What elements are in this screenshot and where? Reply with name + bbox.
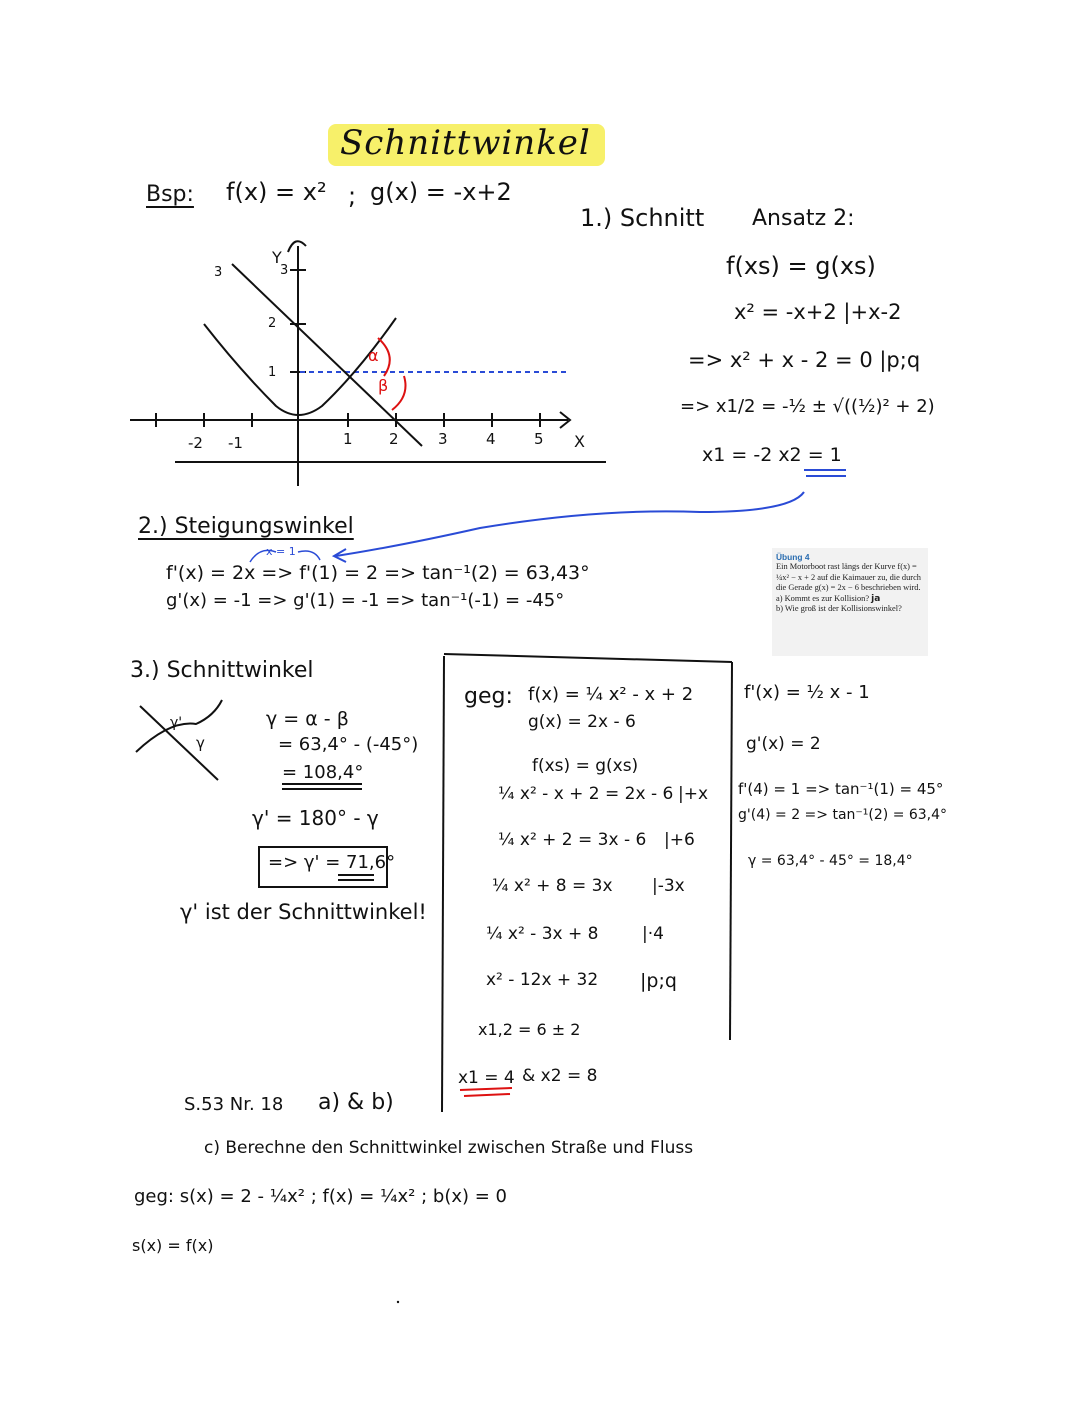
- blue-connector: [336, 492, 804, 556]
- solution-top-rule: [444, 654, 732, 662]
- solution-line-5: ¼ x² - 3x + 8: [486, 924, 599, 944]
- x-tick-2: 2: [389, 430, 399, 448]
- beta-label: β: [378, 376, 389, 395]
- x-tick-3: 3: [438, 430, 448, 448]
- step1-line-1: f(xs) = g(xs): [726, 252, 876, 280]
- step2-line-1: f'(x) = 2x => f'(1) = 2 => tan⁻¹(2) = 63,43°: [166, 562, 590, 584]
- solution-op-2: |+x: [678, 784, 709, 804]
- solution-left-rule: [442, 656, 444, 1112]
- exercise-card: [772, 548, 928, 656]
- exercise-question-a: [776, 594, 926, 604]
- sketch-label-gamma: γ: [196, 734, 205, 752]
- derivative-line-4: g'(4) = 2 => tan⁻¹(2) = 63,4°: [738, 807, 948, 823]
- solution-line-7: x1,2 = 6 ± 2: [478, 1020, 581, 1039]
- step3-conclusion: γ' ist der Schnittwinkel!: [180, 900, 427, 924]
- step1-approach: Ansatz 2:: [752, 206, 855, 231]
- g-definition: g(x) = -x+2: [370, 178, 512, 206]
- solution-result-x1: x1 = 4: [458, 1068, 515, 1088]
- step2-heading: 2.) Steigungswinkel: [138, 514, 354, 539]
- x-tick-1: 1: [343, 430, 353, 448]
- step1-heading: 1.) Schnitt: [580, 204, 705, 232]
- alpha-label: α: [368, 346, 379, 365]
- step1-line-2: x² = -x+2 |+x-2: [734, 300, 902, 324]
- y-tick-1: 1: [268, 365, 277, 380]
- derivative-line-1: f'(x) = ½ x - 1: [744, 682, 870, 703]
- line-label: 3: [214, 265, 223, 280]
- line-g: [232, 264, 422, 446]
- x-tick--1: -1: [228, 434, 243, 452]
- exercise-body: Ein Motorboot rast längs der Kurve f(x) = ¼x² − x + 2 auf die Kaimauer zu, die durch die Gerade g(x) = 2x − 6 beschrieben wird.: [776, 562, 921, 593]
- homework-last: s(x) = f(x): [132, 1236, 214, 1255]
- sketch-label-gamma-prime: γ': [170, 715, 183, 731]
- solution-op-3: |+6: [664, 830, 695, 850]
- exercise-heading: Übung 4: [776, 552, 810, 562]
- exercise-question-b: b) Wie groß ist der Kollisionswinkel?: [776, 604, 902, 614]
- step3-line-2: = 63,4° - (-45°): [278, 734, 419, 755]
- solution-line-2: ¼ x² - x + 2 = 2x - 6: [498, 784, 674, 804]
- step2-line-2: g'(x) = -1 => g'(1) = -1 => tan⁻¹(-1) = -45°: [166, 590, 565, 611]
- y-tick-2: 2: [268, 316, 277, 331]
- definition-separator: ;: [348, 182, 357, 210]
- alpha-arc: [378, 338, 390, 376]
- step1-line-4: => x1/2 = -½ ± √((½)² + 2): [680, 396, 935, 417]
- solution-line-4: ¼ x² + 8 = 3x: [492, 876, 613, 896]
- exercise-answer-a: ja: [871, 593, 881, 604]
- step1-line-5: x1 = -2 x2 = 1: [702, 444, 842, 466]
- solution-op-6: |p;q: [640, 970, 677, 992]
- solution-f: f(x) = ¼ x² - x + 2: [528, 684, 694, 705]
- solution-line-1: f(xs) = g(xs): [532, 756, 639, 776]
- solution-g: g(x) = 2x - 6: [528, 712, 636, 732]
- step3-line-3: = 108,4°: [282, 762, 364, 783]
- derivative-line-3: f'(4) = 1 => tan⁻¹(1) = 45°: [738, 780, 944, 798]
- solution-right-rule: [730, 662, 732, 1040]
- step3-heading: 3.) Schnittwinkel: [130, 658, 314, 683]
- x-tick-5: 5: [534, 430, 544, 448]
- homework-parts: a) & b): [318, 1090, 394, 1115]
- x-tick--2: -2: [188, 434, 203, 452]
- homework-given: geg: s(x) = 2 - ¼x² ; f(x) = ¼x² ; b(x) = 0: [134, 1186, 508, 1207]
- solution-result-rest: & x2 = 8: [522, 1066, 598, 1086]
- x-axis-label: X: [574, 432, 585, 451]
- step2-arrow-note: x = 1: [266, 545, 296, 558]
- solution-op-5: |·4: [642, 924, 664, 944]
- step1-line-3: => x² + x - 2 = 0 |p;q: [688, 348, 921, 372]
- solution-given-label: geg:: [464, 684, 513, 709]
- f-definition: f(x) = x²: [226, 178, 327, 206]
- step3-boxed-result: => γ' = 71,6°: [268, 852, 396, 873]
- y-tick-3: 3: [280, 263, 289, 278]
- example-label: Bsp:: [146, 182, 194, 207]
- solution-line-3: ¼ x² + 2 = 3x - 6: [498, 830, 647, 850]
- page-title: Schnittwinkel: [328, 124, 605, 166]
- solution-line-6: x² - 12x + 32: [486, 970, 599, 990]
- exercise-question-a-text: a) Kommt es zur Kollision?: [776, 593, 870, 603]
- homework-ref: S.53 Nr. 18: [184, 1094, 284, 1115]
- derivative-line-2: g'(x) = 2: [746, 734, 821, 754]
- step3-line-1: γ = α - β: [266, 708, 349, 730]
- homework-task-c: c) Berechne den Schnittwinkel zwischen Straße und Fluss: [204, 1138, 694, 1158]
- x-tick-4: 4: [486, 430, 496, 448]
- y-axis-label: Y: [272, 248, 282, 267]
- step3-line-4: γ' = 180° - γ: [252, 806, 379, 830]
- derivative-line-5: γ = 63,4° - 45° = 18,4°: [748, 853, 913, 869]
- parabola-f: [204, 318, 396, 415]
- solution-op-4: |-3x: [652, 876, 685, 896]
- beta-arc: [392, 376, 406, 410]
